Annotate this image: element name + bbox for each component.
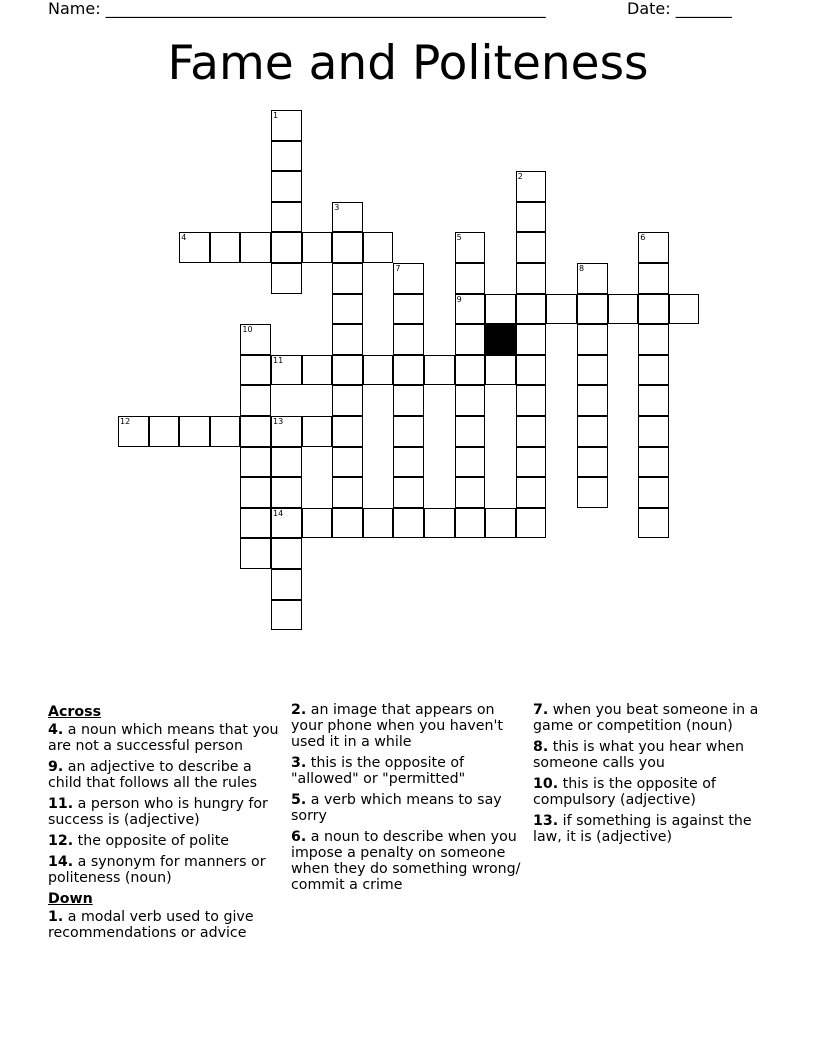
grid-cell[interactable] [240, 232, 271, 263]
grid-cell[interactable] [393, 324, 424, 355]
down-clues-part-3 [533, 702, 769, 845]
grid-cell[interactable] [455, 447, 486, 478]
clue-item-number: 4. [48, 722, 64, 738]
clue-item-number: 8. [533, 739, 549, 755]
grid-cell[interactable] [179, 232, 210, 263]
grid-cell[interactable] [393, 477, 424, 508]
clue-item [533, 739, 769, 771]
grid-cell[interactable] [271, 141, 302, 172]
grid-cell[interactable] [332, 294, 363, 325]
grid-cell[interactable] [302, 232, 333, 263]
grid-cell[interactable] [271, 171, 302, 202]
clue-item-text: a verb which means to say sorry [291, 792, 502, 824]
clue-item [533, 813, 769, 845]
grid-cell[interactable] [363, 232, 394, 263]
grid-cell[interactable] [332, 447, 363, 478]
grid-cell[interactable] [271, 202, 302, 233]
grid-cell[interactable] [455, 232, 486, 263]
clue-number: 12 [120, 417, 131, 426]
grid-cell[interactable] [240, 508, 271, 539]
grid-cell[interactable] [485, 508, 516, 539]
grid-cell[interactable] [638, 232, 669, 263]
clue-item-text: a noun to describe when you impose a penalty on someone when they do something wrong/ commit a crime [291, 829, 521, 893]
grid-cell[interactable] [240, 355, 271, 386]
clue-item-number: 14. [48, 854, 74, 870]
grid-cell[interactable] [363, 355, 394, 386]
clue-number: 9 [456, 294, 462, 304]
grid-cell[interactable] [516, 508, 547, 539]
grid-cell[interactable] [638, 508, 669, 539]
clue-item-text: a noun which means that you are not a successful person [48, 722, 279, 754]
grid-cell[interactable] [271, 263, 302, 294]
grid-cell[interactable] [240, 477, 271, 508]
grid-cell[interactable] [332, 385, 363, 416]
grid-cell[interactable] [240, 416, 271, 447]
grid-cell[interactable] [455, 324, 486, 355]
grid-cell[interactable] [302, 508, 333, 539]
clue-item [48, 909, 284, 941]
grid-cell[interactable] [393, 355, 424, 386]
grid-cell[interactable] [577, 324, 608, 355]
grid-cell[interactable] [455, 385, 486, 416]
grid-cell[interactable] [638, 447, 669, 478]
grid-cell[interactable] [332, 324, 363, 355]
grid-cell[interactable] [485, 355, 516, 386]
clues-column-2 [291, 702, 527, 898]
grid-cell[interactable] [516, 294, 547, 325]
grid-cell[interactable] [516, 324, 547, 355]
grid-cell[interactable] [455, 477, 486, 508]
clue-item-number: 2. [291, 702, 307, 718]
clue-item [48, 722, 284, 754]
clues-column-1 [48, 702, 284, 946]
down-clues-part-1 [48, 909, 284, 941]
grid-cell[interactable] [455, 263, 486, 294]
grid-cell[interactable] [608, 294, 639, 325]
grid-cell[interactable] [271, 600, 302, 631]
clue-number: 10 [242, 325, 253, 335]
black-cell [485, 324, 516, 355]
grid-cell[interactable] [546, 294, 577, 325]
grid-cell[interactable] [393, 447, 424, 478]
grid-cell[interactable] [240, 324, 271, 355]
grid-cell[interactable] [393, 416, 424, 447]
grid-cell[interactable] [271, 569, 302, 600]
clue-number: 14 [273, 508, 284, 518]
grid-cell[interactable] [455, 294, 486, 325]
clue-item-text: an adjective to describe a child that follows all the rules [48, 759, 258, 791]
grid-cell[interactable] [424, 355, 455, 386]
clue-item-text: if something is against the law, it is (adjective) [533, 813, 752, 845]
grid-cell[interactable] [210, 416, 241, 447]
clue-number: 6 [640, 233, 646, 243]
grid-cell[interactable] [516, 263, 547, 294]
clue-number: 3 [334, 202, 340, 212]
grid-cell[interactable] [516, 202, 547, 233]
grid-cell[interactable] [240, 447, 271, 478]
grid-cell[interactable] [516, 416, 547, 447]
grid-cell[interactable] [455, 416, 486, 447]
clue-item-text: the opposite of polite [73, 833, 229, 849]
clue-item-number: 12. [48, 833, 74, 849]
clue-number: 2 [517, 172, 523, 182]
grid-cell[interactable] [271, 477, 302, 508]
grid-cell[interactable] [332, 202, 363, 233]
grid-cell[interactable] [516, 232, 547, 263]
grid-cell[interactable] [363, 508, 394, 539]
grid-cell[interactable] [179, 416, 210, 447]
clue-number: 13 [273, 417, 284, 426]
grid-cell[interactable] [455, 355, 486, 386]
clue-item-number: 5. [291, 792, 307, 808]
grid-cell[interactable] [240, 385, 271, 416]
grid-cell[interactable] [210, 232, 241, 263]
clue-item [533, 776, 769, 808]
clue-item-text: a modal verb used to give recommendations or advice [48, 909, 254, 941]
grid-cell[interactable] [424, 508, 455, 539]
clues-column-3 [533, 702, 769, 850]
grid-cell[interactable] [516, 447, 547, 478]
grid-cell[interactable] [149, 416, 180, 447]
clue-item-number: 1. [48, 909, 64, 925]
name-field-label: Name: _______________________________________________________ [48, 0, 546, 18]
clue-item [291, 755, 527, 787]
clue-item-number: 13. [533, 813, 559, 829]
clue-number: 4 [181, 233, 187, 243]
grid-cell[interactable] [638, 263, 669, 294]
clue-item-text: a person who is hungry for success is (adjective) [48, 796, 268, 828]
grid-cell[interactable] [393, 263, 424, 294]
clue-item [48, 796, 284, 828]
grid-cell[interactable] [577, 294, 608, 325]
grid-cell[interactable] [638, 294, 669, 325]
grid-cell[interactable] [271, 538, 302, 569]
clue-item [48, 854, 284, 886]
grid-cell[interactable] [577, 355, 608, 386]
grid-cell[interactable] [271, 110, 302, 141]
grid-cell[interactable] [393, 385, 424, 416]
clue-item-text: a synonym for manners or politeness (noun) [48, 854, 266, 886]
grid-cell[interactable] [393, 294, 424, 325]
grid-cell[interactable] [271, 416, 302, 447]
grid-cell[interactable] [669, 294, 700, 325]
clue-number: 7 [395, 264, 401, 273]
grid-cell[interactable] [485, 294, 516, 325]
grid-cell[interactable] [516, 171, 547, 202]
grid-cell[interactable] [332, 263, 363, 294]
clue-number: 1 [273, 111, 279, 120]
down-clues-part-2 [291, 702, 527, 893]
clue-item-text: when you beat someone in a game or competition (noun) [533, 702, 759, 734]
grid-cell[interactable] [455, 508, 486, 539]
grid-cell[interactable] [240, 538, 271, 569]
date-field-label: Date: _______ [627, 0, 732, 18]
grid-cell[interactable] [332, 416, 363, 447]
grid-cell[interactable] [332, 355, 363, 386]
grid-cell[interactable] [271, 355, 302, 386]
clue-item-number: 11. [48, 796, 74, 812]
grid-cell[interactable] [638, 477, 669, 508]
grid-cell[interactable] [393, 508, 424, 539]
grid-cell[interactable] [638, 324, 669, 355]
clue-number: 8 [579, 264, 585, 273]
clue-item-number: 9. [48, 759, 64, 775]
grid-cell[interactable] [332, 477, 363, 508]
clue-number: 11 [273, 355, 284, 365]
clue-item [291, 829, 527, 893]
clue-item-text: this is the opposite of compulsory (adjective) [533, 776, 716, 808]
clue-item-text: this is what you hear when someone calls you [533, 739, 745, 771]
grid-cell[interactable] [577, 477, 608, 508]
clue-item [533, 702, 769, 734]
grid-cell[interactable] [577, 416, 608, 447]
grid-cell[interactable] [516, 385, 547, 416]
grid-cell[interactable] [271, 447, 302, 478]
grid-cell[interactable] [638, 416, 669, 447]
across-clues [48, 722, 284, 886]
grid-cell[interactable] [638, 355, 669, 386]
grid-cell[interactable] [332, 508, 363, 539]
clue-item-text: an image that appears on your phone when you haven't used it in a while [291, 702, 503, 750]
page-title: Fame and Politeness [167, 36, 649, 91]
grid-cell[interactable] [577, 447, 608, 478]
grid-cell[interactable] [577, 263, 608, 294]
grid-cell[interactable] [577, 385, 608, 416]
grid-cell[interactable] [638, 385, 669, 416]
down-heading: Down [48, 891, 93, 907]
clue-number: 5 [456, 233, 462, 243]
clue-item [291, 792, 527, 824]
clue-item [48, 833, 284, 849]
grid-cell[interactable] [271, 232, 302, 263]
clue-item-number: 3. [291, 755, 307, 771]
clue-item [291, 702, 527, 750]
clue-item-number: 6. [291, 829, 307, 845]
across-heading: Across [48, 704, 102, 720]
clue-item [48, 759, 284, 791]
clue-item-number: 7. [533, 702, 549, 718]
grid-cell[interactable] [516, 355, 547, 386]
grid-cell[interactable] [332, 232, 363, 263]
grid-cell[interactable] [118, 416, 149, 447]
grid-cell[interactable] [271, 508, 302, 539]
grid-cell[interactable] [516, 477, 547, 508]
grid-cell[interactable] [302, 416, 333, 447]
clue-item-text: this is the opposite of "allowed" or "permitted" [291, 755, 466, 787]
grid-cell[interactable] [302, 355, 333, 386]
clue-item-number: 10. [533, 776, 559, 792]
